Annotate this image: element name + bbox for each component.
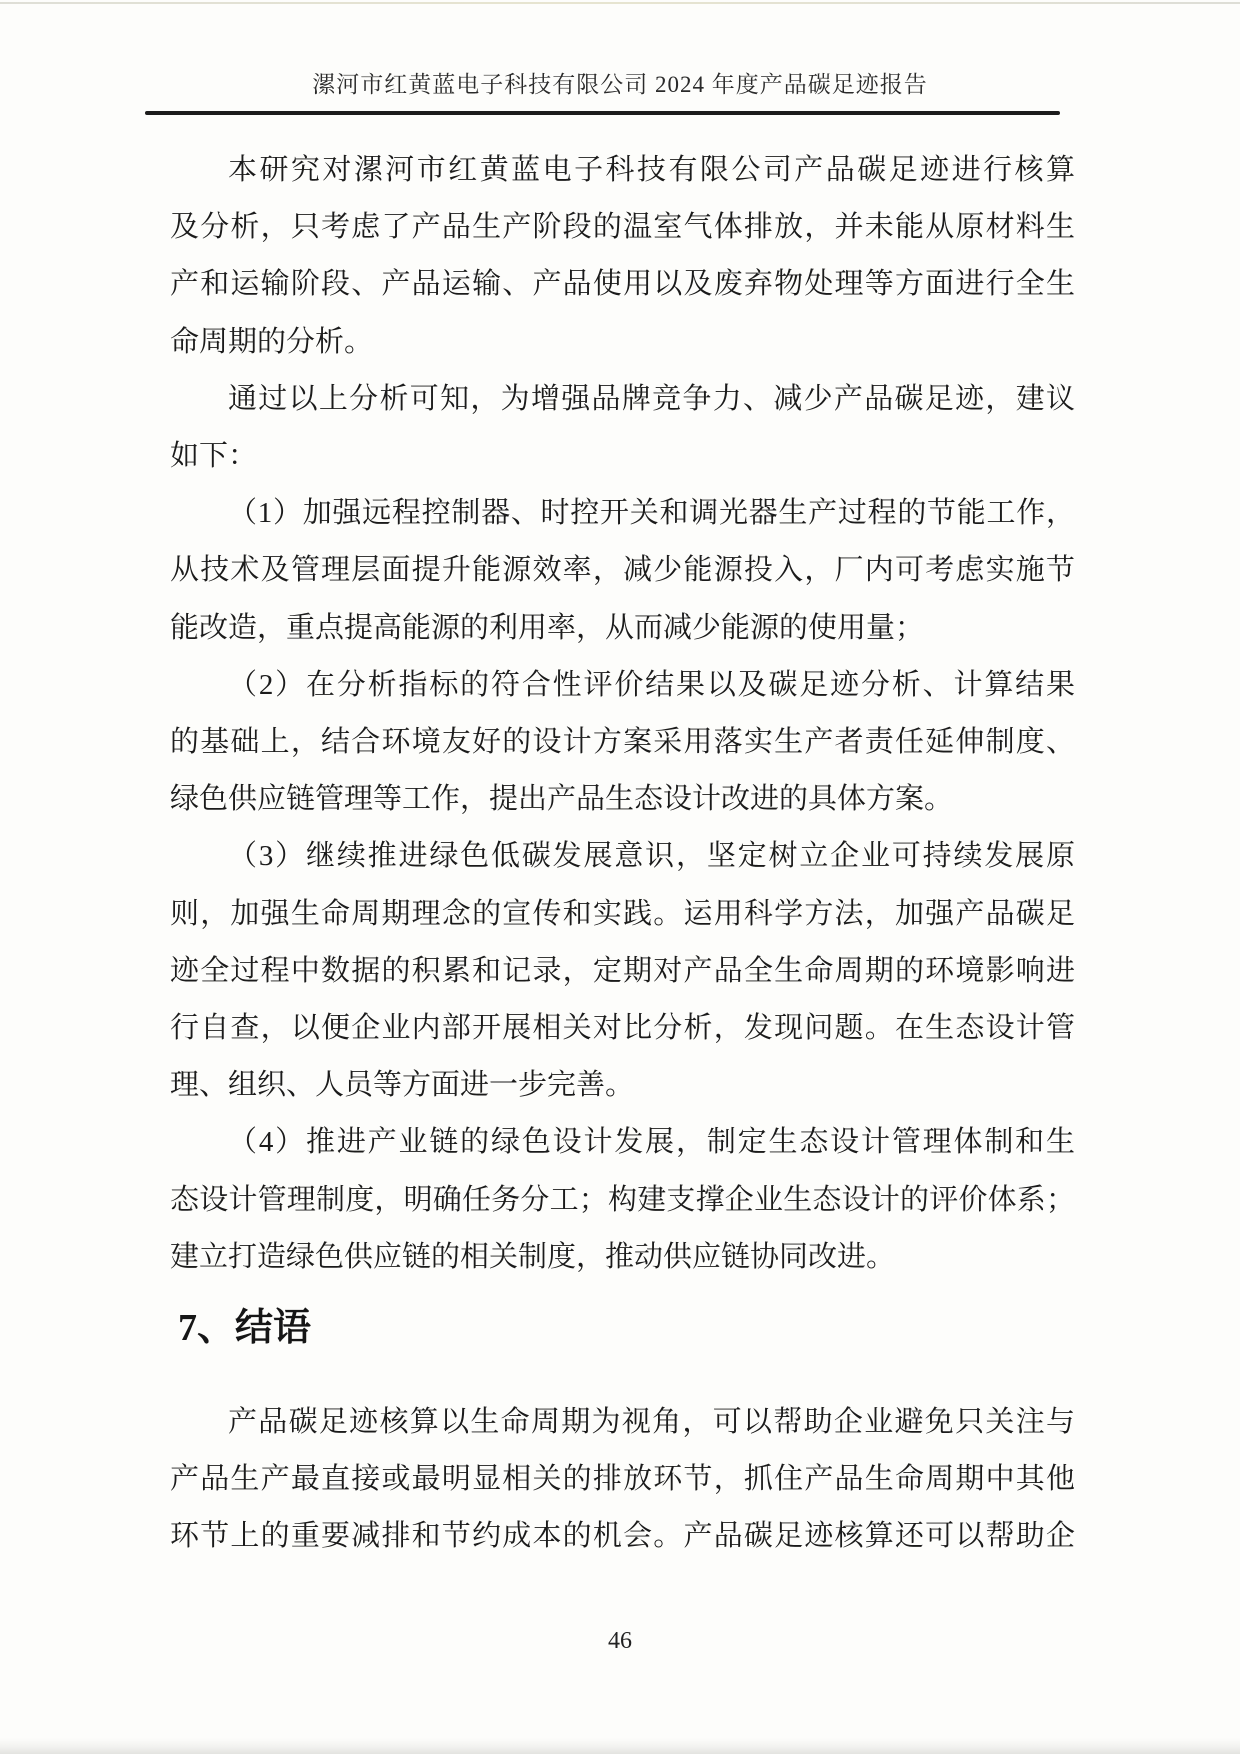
text-line: （2）在分析指标的符合性评价结果以及碳足迹分析、计算结果 <box>228 668 1075 701</box>
closing-paragraphs <box>170 1394 1075 1566</box>
page-header <box>0 66 1240 99</box>
text-line: 及分析，只考虑了产品生产阶段的温室气体排放，并未能从原材料生 <box>170 211 1075 244</box>
scan-artifact-top <box>0 2 1240 4</box>
paragraph <box>170 142 1075 371</box>
text-line: 如下： <box>170 440 258 473</box>
section-heading: 7、结语 <box>178 1307 312 1350</box>
text-line: 态设计管理制度，明确任务分工；构建支撑企业生态设计的评价体系； <box>170 1183 1075 1216</box>
text-line: 则，加强生命周期理念的宣传和实践。运用科学方法，加强产品碳足 <box>170 897 1075 930</box>
text-line: 理、组织、人员等方面进一步完善。 <box>170 1069 635 1102</box>
text-line: 迹全过程中数据的积累和记录，定期对产品全生命周期的环境影响进 <box>170 954 1075 987</box>
page-number: 46 <box>608 1628 632 1654</box>
text-line: 行自查，以便企业内部开展相关对比分析，发现问题。在生态设计管 <box>170 1012 1075 1045</box>
text-line: 产和运输阶段、产品运输、产品使用以及废弃物处理等方面进行全生 <box>170 268 1075 301</box>
text-line: 环节上的重要减排和节约成本的机会。产品碳足迹核算还可以帮助企 <box>170 1520 1075 1553</box>
paragraph <box>170 1114 1075 1286</box>
paragraph <box>170 371 1075 485</box>
text-line: （4）推进产业链的绿色设计发展，制定生态设计管理体制和生 <box>228 1126 1075 1159</box>
text-line: 命周期的分析。 <box>170 325 374 358</box>
text-line: 从技术及管理层面提升能源效率，减少能源投入，厂内可考虑实施节 <box>170 554 1075 587</box>
text-line: 产品生产最直接或最明显相关的排放环节，抓住产品生命周期中其他 <box>170 1463 1075 1496</box>
paragraph <box>170 1394 1075 1566</box>
text-line: 通过以上分析可知，为增强品牌竞争力、减少产品碳足迹，建议 <box>228 382 1075 415</box>
text-line: 能改造，重点提高能源的利用率，从而减少能源的使用量； <box>170 611 925 644</box>
paragraph <box>170 657 1075 829</box>
header-rule <box>145 111 1060 115</box>
text-line: （1）加强远程控制器、时控开关和调光器生产过程的节能工作， <box>228 497 1075 530</box>
header-title: 漯河市红黄蓝电子科技有限公司 2024 年度产品碳足迹报告 <box>312 72 928 97</box>
scan-artifact-bottom <box>0 1738 1240 1754</box>
text-line: 建立打造绿色供应链的相关制度，推动供应链协同改进。 <box>170 1240 896 1273</box>
body-paragraphs <box>170 142 1075 1286</box>
paragraph <box>170 828 1075 1114</box>
text-line: 绿色供应链管理等工作，提出产品生态设计改进的具体方案。 <box>170 783 954 816</box>
paragraph <box>170 485 1075 657</box>
text-line: （3）继续推进绿色低碳发展意识，坚定树立企业可持续发展原 <box>228 840 1075 873</box>
text-line: 产品碳足迹核算以生命周期为视角，可以帮助企业避免只关注与 <box>228 1406 1075 1439</box>
body-text <box>170 142 1075 1566</box>
text-line: 的基础上，结合环境友好的设计方案采用落实生产者责任延伸制度、 <box>170 726 1075 759</box>
text-line: 本研究对漯河市红黄蓝电子科技有限公司产品碳足迹进行核算 <box>228 154 1075 186</box>
